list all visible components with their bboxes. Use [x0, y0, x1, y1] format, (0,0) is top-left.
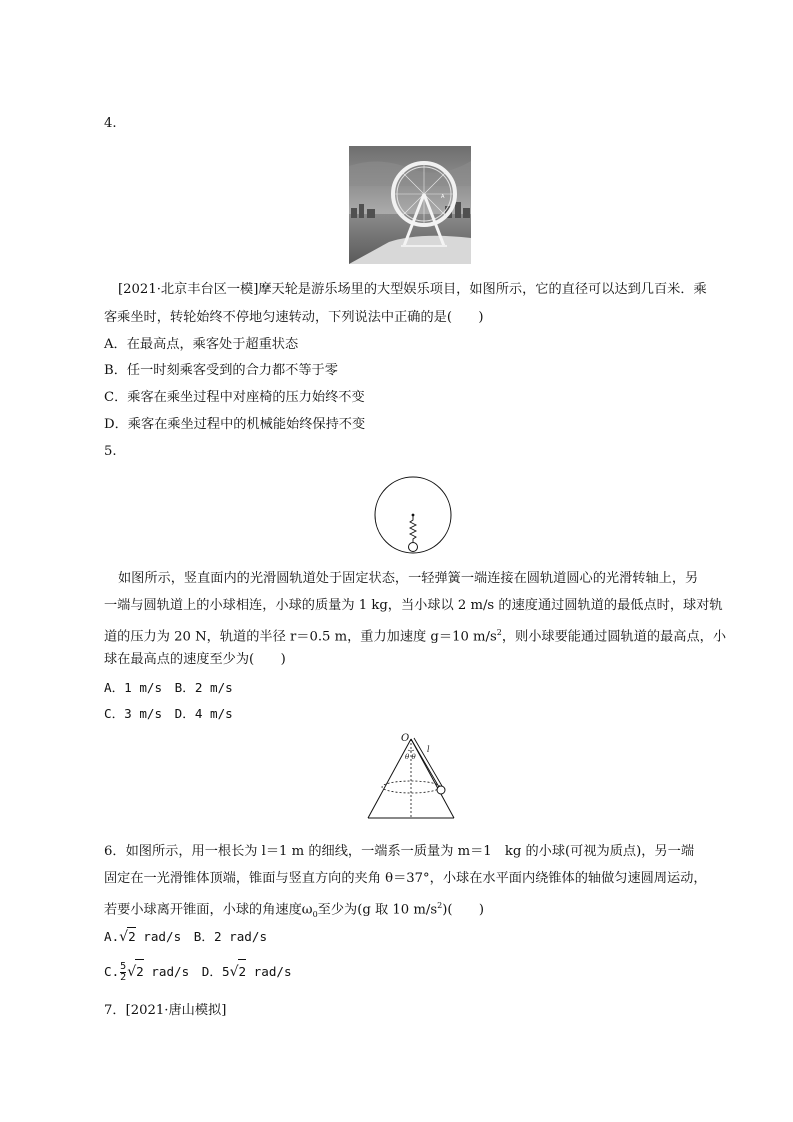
svg-text:A: A	[441, 194, 445, 200]
cone-label-l: l	[427, 745, 430, 754]
q6-options-ab: A.√2 rad/s B．2 rad/s	[104, 929, 268, 945]
q4-stem-line2: 客乘坐时，转轮始终不停地匀速转动，下列说法中正确的是( )	[104, 310, 484, 325]
q4-option-a: A．在最高点，乘客处于超重状态	[104, 337, 299, 352]
q6-stem-line1: 6．如图所示，用一根长为 l＝1 m 的细线，一端系一质量为 m＝1 kg 的小球(可视为质点)，另一端	[104, 844, 695, 859]
q4-option-d: D．乘客在乘坐过程中的机械能始终保持不变	[104, 417, 366, 432]
cone-label-o: O	[401, 733, 410, 744]
ferris-wheel-photo	[349, 146, 471, 264]
q6-stem-line3: 若要小球离开锥面，小球的角速度$\omega_0$至少为(g 取 10 $m/s^2$)( )	[104, 901, 484, 920]
q7-number: 7．[2021·唐山模拟]	[104, 1003, 227, 1018]
q5-stem-line4: 球在最高点的速度至少为( )	[104, 652, 286, 667]
q6-stem-line2: 固定在一光滑锥体顶端，锥面与竖直方向的夹角 θ＝37°，小球在水平面内绕锥体的轴做匀速圆周运动，	[104, 871, 707, 886]
cone-pendulum-diagram	[364, 730, 459, 822]
q5-options-cd: C．3 m/s D．4 m/s	[104, 706, 233, 721]
q5-options-ab: A．1 m/s B．2 m/s	[104, 680, 233, 695]
q4-option-c: C．乘客在乘坐过程中对座椅的压力始终不变	[104, 390, 365, 405]
q5-stem-line2: 一端与圆轨道上的小球相连，小球的质量为 1 kg，当小球以 2 m/s 的速度通过圆轨道的最低点时，球对轨	[104, 598, 723, 613]
q4-number: 4.	[104, 116, 117, 131]
q5-stem-line1: 如图所示，竖直面内的光滑圆轨道处于固定状态，一轻弹簧一端连接在圆轨道圆心的光滑转轴上，另	[118, 571, 699, 586]
q5-number: 5.	[104, 444, 117, 459]
q5-stem-line3: 道的压力为 20 N，轨道的半径 r＝0.5 m，重力加速度 g＝10 $m/s^2$，则小球要能通过圆轨道的最高点，小	[104, 628, 727, 645]
q4-stem-line1: [2021·北京丰台区一模]摩天轮是游乐场里的大型娱乐项目，如图所示，它的直径可以达到几百米．乘	[118, 282, 707, 297]
q4-option-b: B．任一时刻乘客受到的合力都不等于零	[104, 363, 338, 378]
cone-label-theta: θ θ	[405, 753, 416, 761]
q6-options-cd: C. $\frac{5}{2}$ √2 rad/s D．5√2 rad/s	[104, 961, 292, 983]
circular-track-diagram	[372, 475, 454, 557]
